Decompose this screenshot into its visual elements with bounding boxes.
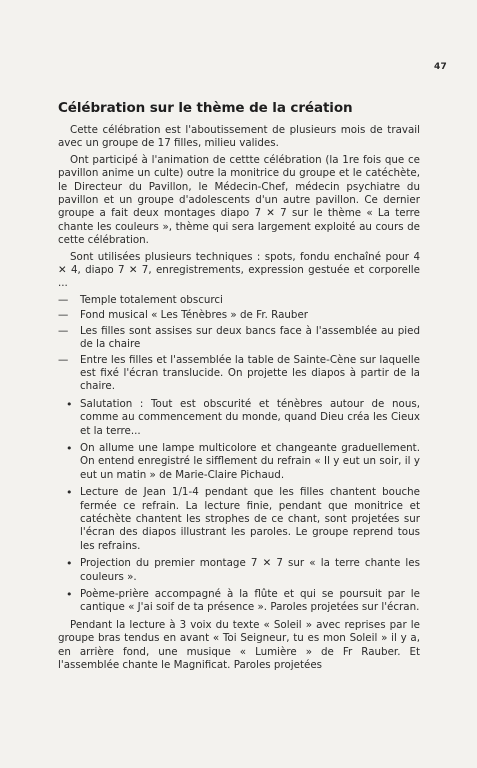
dash-list-item: — Fond musical « Les Ténèbres » de Fr. Rauber [58, 309, 420, 322]
intro-paragraph-1: Cette célébration est l'aboutissement de plusieurs mois de travail avec un groupe de 17 filles, milieu valides. [58, 124, 420, 150]
bullet-list-item: • On allume une lampe multicolore et changeante graduellement. On entend enregistré le sifflement du refrain « Il y eut un soir, il y eut un matin » de Marie-Claire Pichaud. [58, 442, 420, 482]
intro-paragraph-2: Ont participé à l'animation de cettte célébration (la 1re fois que ce pavillon anime un culte) outre la monitrice du groupe et le catéchète, le Directeur du Pavillon, le Médecin-Chef, médecin psychiatre du pavillon et un groupe d'adolescents d'un autre pavillon. Ce dernier groupe a fait deux montages diapo 7 ✕ 7 sur le thème « La terre chante les couleurs », thème qui sera largement exploité au cours de cette célébration. [58, 153, 420, 247]
page-content [58, 100, 420, 675]
bullet-list-item: • Lecture de Jean 1/1-4 pendant que les filles chantent bouche fermée ce refrain. La lecture finie, pendant que monitrice et catéchète chantent les strophes de ce chant, sont projetées sur l'écran des diapos illustrant les paroles. Le groupe reprend tous les refrains. [58, 486, 420, 553]
section-title: Célébration sur le thème de la création [58, 100, 353, 116]
bullet-list [58, 398, 420, 615]
intro-paragraph-3: Sont utilisées plusieurs techniques : spots, fondu enchaîné pour 4 ✕ 4, diapo 7 ✕ 7, enregistrements, expression gestuée et corporelle ... [58, 250, 420, 290]
bullet-list-item: • Poème-prière accompagné à la flûte et qui se poursuit par le cantique « J'ai soif de ta présence ». Paroles projetées sur l'écran. [58, 588, 420, 615]
page-number: 47 [434, 62, 447, 72]
dash-list-item: — Les filles sont assises sur deux bancs face à l'assemblée au pied de la chaire [58, 325, 420, 352]
dash-list-item: — Entre les filles et l'assemblée la table de Sainte-Cène sur laquelle est fixé l'écran translucide. On projette les diapos à partir de la chaire. [58, 354, 420, 394]
bullet-list-item: • Salutation : Tout est obscurité et ténèbres autour de nous, comme au commencement du monde, quand Dieu créa les Cieux et la terre... [58, 398, 420, 438]
dash-list-item: — Temple totalement obscurci [58, 294, 420, 307]
closing-paragraph: Pendant la lecture à 3 voix du texte « Soleil » avec reprises par le groupe bras tendus en avant « Toi Seigneur, tu es mon Soleil » il y a, en arrière fond, une musique « Lumière » de Fr Rauber. Et l'assemblée chante le Magnificat. Paroles projetées [58, 618, 420, 672]
dash-list [58, 294, 420, 394]
bullet-list-item: • Projection du premier montage 7 ✕ 7 sur « la terre chante les couleurs ». [58, 557, 420, 584]
